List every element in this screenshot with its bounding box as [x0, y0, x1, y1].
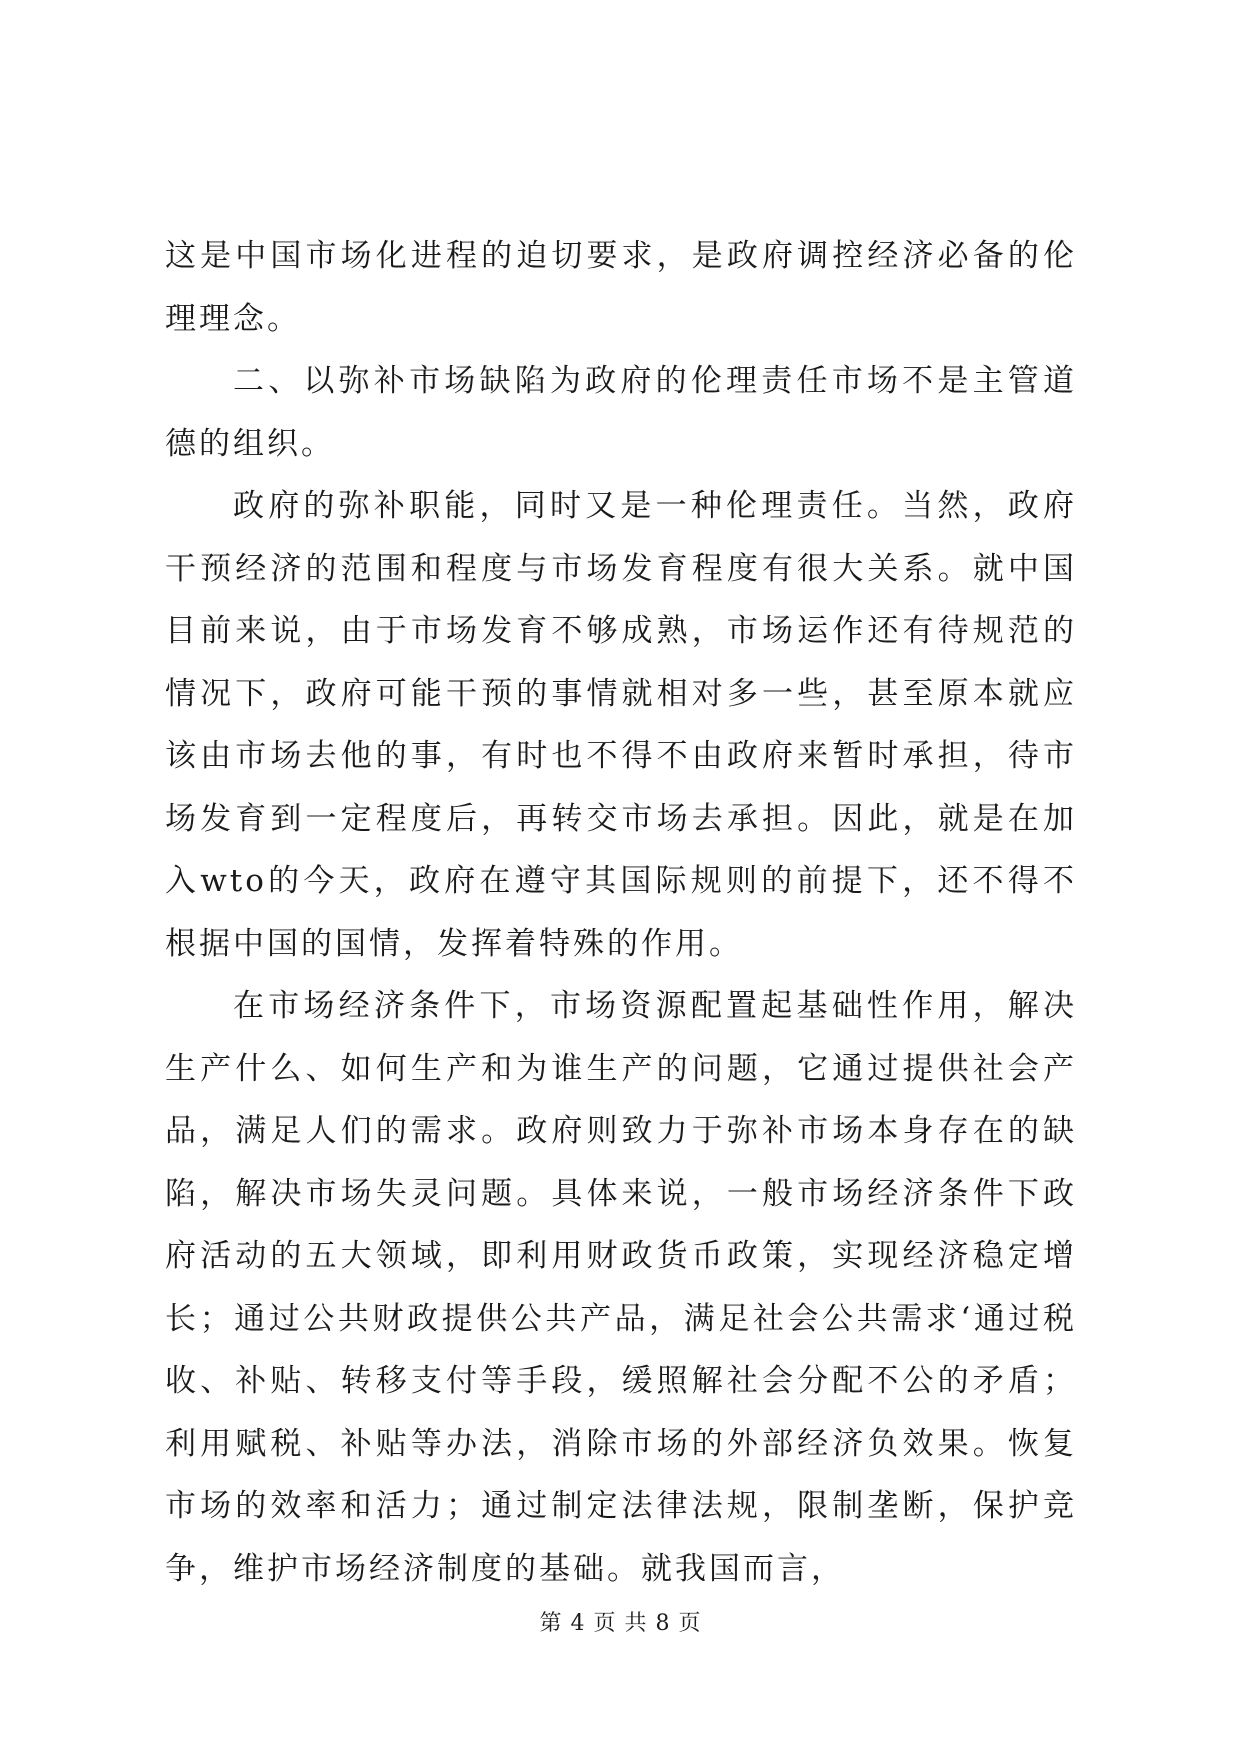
- document-body: [165, 225, 1077, 1600]
- paragraph-2: 二、以弥补市场缺陷为政府的伦理责任市场不是主管道德的组织。: [165, 363, 1077, 462]
- page-number-footer: 第 4 页 共 8 页: [539, 1611, 702, 1636]
- paragraph-1: 这是中国市场化进程的迫切要求，是政府调控经济必备的伦理理念。: [165, 238, 1077, 337]
- paragraph-3: 政府的弥补职能，同时又是一种伦理责任。当然，政府干预经济的范围和程度与市场发育程度有很大关系。就中国目前来说，由于市场发育不够成熟，市场运作还有待规范的情况下，政府可能干预的事情就相对多一些，甚至原本就应该由市场去他的事，有时也不得不由政府来暂时承担，待市场发育到一定程度后，再转交市场去承担。因此，就是在加入wto的今天，政府在遵守其国际规则的前提下，还不得不根据中国的国情，发挥着特殊的作用。: [165, 488, 1077, 962]
- paragraph-4: 在市场经济条件下，市场资源配置起基础性作用，解决生产什么、如何生产和为谁生产的问题，它通过提供社会产品，满足人们的需求。政府则致力于弥补市场本身存在的缺陷，解决市场失灵问题。具体来说，一般市场经济条件下政府活动的五大领域，即利用财政货币政策，实现经济稳定增长；通过公共财政提供公共产品，满足社会公共需求‘通过税收、补贴、转移支付等手段，缓照解社会分配不公的矛盾；利用赋税、补贴等办法，消除市场的外部经济负效果。恢复市场的效率和活力；通过制定法律法规，限制垄断，保护竞争，维护市场经济制度的基础。就我国而言，: [165, 988, 1077, 1587]
